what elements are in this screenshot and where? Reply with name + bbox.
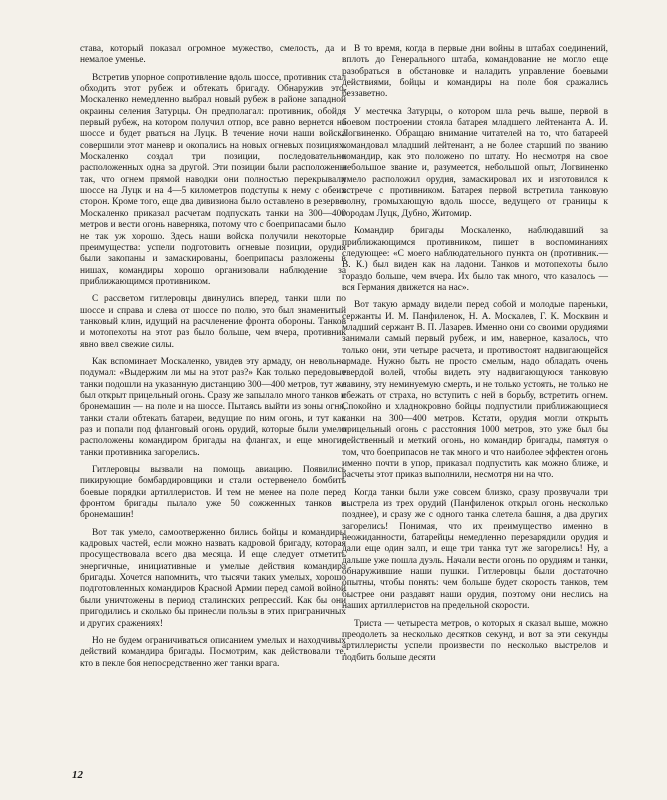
right-column <box>342 44 608 670</box>
left-column <box>80 44 346 676</box>
paragraph: В то время, когда в первые дни войны в штабах соединений, вплоть до Генерального штаба, командование не могло еще разобраться в обстановке и наладить управление боевыми действиями, бойцы и командиры на поле боя сражались беззаветно. <box>342 44 608 100</box>
page-number: 12 <box>72 769 83 781</box>
paragraph: Встретив упорное сопротивление вдоль шоссе, противник стал обходить этот рубеж и обтекать бригаду. Обнаружив это, Москаленко немедленно выбрал новый рубеж в районе западной окраины селения Затурцы. Он предполагал: противник, обойдя первый рубеж, на котором получил отпор, все равно вернется на шоссе и будет рваться на Луцк. В течение ночи наши войска совершили этот маневр и окопались на новых огневых позициях. Москаленко создал три позиции, последовательно расположенных одна за другой. Эти позиции были расположены так, что огнем прямой наводки они полностью перекрывали шоссе на Луцк и на 4—5 километров подступы к нему с обеих сторон. Кроме того, еще два дивизиона было оставлено в резерве. Москаленко приказал расчетам подпускать танки на 300—400 метров и вести огонь наверняка, потому что с боеприпасами было не так уж хорошо. Здесь наши войска получили некоторые преимущества: успели подготовить огневые позиции, орудия были закопаны и замаскированы, боеприпасы разложены в нишах, командиры хорошо организовали наблюдение за приближающимся противником. <box>80 72 346 287</box>
paragraph: Триста — четыреста метров, о которых я сказал выше, можно преодолеть за несколько десятков секунд, и вот за эти секунды артиллеристы успели произвести по несколько выстрелов и подбить больше десяти <box>342 618 608 663</box>
paragraph: Но не будем ограничиваться описанием умелых и находчивых действий командира бригады. Посмотрим, как действовали те, кто в пекле боя непосредственно жег танки врага. <box>80 635 346 669</box>
paragraph: Как вспоминает Москаленко, увидев эту армаду, он невольно подумал: «Выдержим ли мы на этот раз?» Как только передовые танки подошли на указанную дистанцию 300—400 метров, тут же был открыт прицельный огонь. Сразу же запылало много танков и бронемашин — на поле и на шоссе. Пытаясь выйти из зоны огня, танки стали обтекать батареи, ведущие по ним огонь, и тут как раз и попали под фланговый огонь орудий, которые были умело расположены командиром бригады на флангах, и еще многие танки противника загорелись. <box>80 356 346 458</box>
paragraph: У местечка Затурцы, о котором шла речь выше, первой в боевом построении стояла батарея младшего лейтенанта А. И. Логвиненко. Обращаю внимание читателей на то, что батареей командовал младший лейтенант, а не более старший по званию командир, как это положено по штату. Но несмотря на свое небольшое звание и, разумеется, небольшой опыт, Логвиненко умело расположил орудия, замаскировал их и изготовился к встрече с противником. Батарея первой встретила танковую волну, громыхающую вдоль шоссе, ведущего от границы к городам Луцк, Дубно, Житомир. <box>342 106 608 219</box>
paragraph: Вот так умело, самоотверженно бились бойцы и командиры кадровых частей, если можно назвать кадровой бригаду, которая просуществовала всего два месяца. И еще следует отметить энергичные, инициативные и умелые действия командира бригады. Хочется напомнить, что тысячи таких умелых, хорошо подготовленных командиров Красной Армии перед самой войной были уничтожены в период сталинских репрессий. Как бы они пригодились и сколько бы принесли пользы в этих приграничных и других сражениях! <box>80 527 346 629</box>
paragraph: Вот такую армаду видели перед собой и молодые пареньки, сержанты И. М. Панфиленок, Н. А. Москалев, Г. К. Москвин и младший сержант В. П. Лазарев. Именно они со своими орудиями занимали самый первый рубеж, и им, наверное, казалось, что только они, эти четыре расчета, и противостоят надвигающейся армаде. Нужно быть не просто смелым, надо обладать очень твердой волей, чтобы видеть эту надвигающуюся танковую лавину, эту неминуемую смерть, и не только устоять, не только не сбежать от страха, но вступить с ней в борьбу, встретить огнем. Спокойно и хладнокровно бойцы подпустили приближающиеся танки на 300—400 метров. Кстати, орудия могли открыть прицельный огонь с расстояния 1000 метров, это уже был бы действенный и меткий огонь, но командир бригады, памятуя о том, что боеприпасов не так много и что наиболее эффектен огонь именно почти в упор, приказал подпустить как можно ближе, и расчеты этот приказ выполнили, несмотря ни на что. <box>342 300 608 481</box>
paragraph: Когда танки были уже совсем близко, сразу прозвучали три выстрела из трех орудий (Панфиленок открыл огонь несколько позднее), и сразу же с одного танка слетела башня, а два других загорелись! Понимая, что их преимущество именно в неожиданности, батарейцы немедленно перезарядили орудия и дали еще один залп, и еще три танка тут же загорелись! Ну, а дальше уже пошла дуэль. Начали вести огонь по орудиям и танки, обнаружившие наши пушки. Гитлеровцы были достаточно опытны, чтобы понять: чем больше будет скорость танков, тем быстрее они раздавят наши орудия, поэтому они неслись на наших артиллеристов на предельной скорости. <box>342 487 608 612</box>
paragraph: Гитлеровцы вызвали на помощь авиацию. Появились пикирующие бомбардировщики и стали остервенело бомбить боевые порядки артиллеристов. И тем не менее на поле перед фронтом бригады пылало уже 50 сожженных танков и бронемашин! <box>80 465 346 521</box>
paragraph: Командир бригады Москаленко, наблюдавший за приближающимся противником, пишет в воспоминаниях следующее: «С моего наблюдательного пункта он (противник.— В. К.) был виден как на ладони. Танков и мотопехоты было гораздо больше, чем вчера. Их было так много, что казалось — вся Германия движется на нас». <box>342 226 608 293</box>
paragraph: става, который показал огромное мужество, смелость, да и немалое уменье. <box>80 44 346 66</box>
paragraph: С рассветом гитлеровцы двинулись вперед, танки шли по шоссе и справа и слева от шоссе по полю, это был знаменитый танковый клин, идущий на расчленение фронта обороны. Танков и мотопехоты на этот раз было больше, чем вчера, противник явно ввел свежие силы. <box>80 294 346 350</box>
